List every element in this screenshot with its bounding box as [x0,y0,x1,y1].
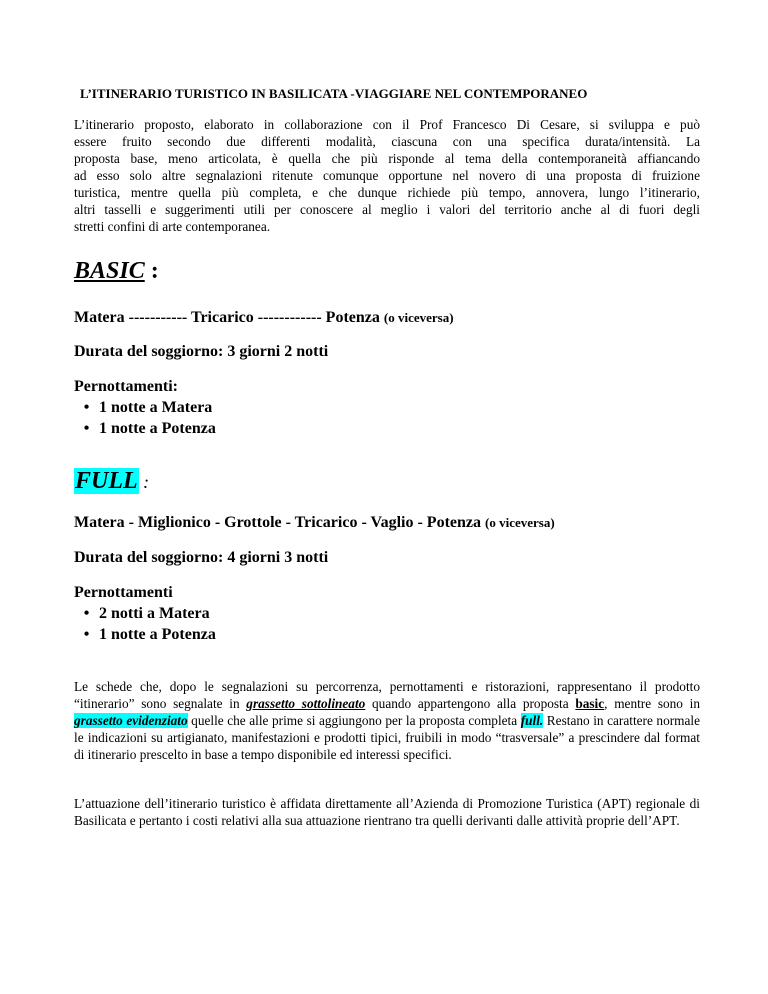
full-heading [74,468,149,495]
full-overnight-label: Pernottamenti [74,584,173,601]
full-heading-colon: : [138,472,150,492]
full-route-note: (o viceversa) [485,515,555,530]
bullet-icon: • [83,605,90,622]
closing-paragraph: L’attuazione dell’itinerario turistico è affidata direttamente all’Azienda di Promozione Turistica (APT) regionale di Basilicata e pertanto i costi relativi alla sua attuazione rientrano tra quelli derivanti dalle attività proprie dell’APT. [74,796,700,828]
full-keyword: full. [520,713,544,728]
intro-line: proposta base, meno articolata, è quella che più risponde al tema della contemporaneità affiancando [74,151,700,166]
full-route-text: Matera - Miglionico - Grottole - Tricarico - Vaglio - Potenza [74,514,481,531]
basic-overnight-list [74,397,216,439]
list-item: • 1 notte a Matera [74,397,216,418]
intro-line: stretti confini di arte contemporanea. [74,219,271,234]
bullet-icon: • [83,626,90,643]
intro-line: ad esso solo altre segnalazioni ritenute comunque opportune nel novero di una proposta di fruizione [74,168,700,183]
list-item: • 1 notte a Potenza [74,418,216,439]
intro-line: altri tasselli e suggerimenti utili per conoscere al meglio i valori del territorio anche al di fuori degli [74,202,700,217]
basic-heading [74,258,159,285]
full-duration: Durata del soggiorno: 4 giorni 3 notti [74,549,329,566]
bullet-icon: • [83,399,90,416]
basic-keyword: basic [575,696,605,711]
basic-route-note: (o viceversa) [383,310,454,325]
intro-line: L’itinerario proposto, elaborato in collaborazione con il Prof Francesco Di Cesare, si sviluppa e può [74,117,700,132]
full-overnight-list [74,603,216,645]
legend-paragraph: Le schede che, dopo le segnalazioni su percorrenza, pernottamenti e ristorazioni, rappresentano il prodotto “itinerario” sono segnalate in grassetto sottolineato quando appartengono alla proposta basic, mentre sono in grassetto evidenziato quelle che alle prime si aggiungono per la proposta completa full. Restano in carattere normale le indicazioni su artigianato, manifestazioni e prodotti tipici, fruibili in modo “trasversale” a prescindere dal format di itinerario prescelto in base a tempo disponibile ed interessi specifici. [74,679,700,762]
list-item: • 1 notte a Potenza [74,624,216,645]
underlined-bold-sample: grassetto sottolineato [246,696,366,711]
list-item: • 2 notti a Matera [74,603,216,624]
full-route [74,514,555,532]
intro-line: essere fruito secondo due differenti modalità, ciascuna con una specifica durata/intensità. La [74,134,700,149]
basic-heading-text: BASIC [74,258,145,284]
basic-overnight-label: Pernottamenti: [74,378,178,395]
basic-duration: Durata del soggiorno: 3 giorni 2 notti [74,343,329,360]
basic-route-text: Matera ----------- Tricarico ------------ Potenza [74,309,380,326]
full-heading-text: FULL [75,468,138,494]
basic-heading-colon: : [144,258,159,284]
intro-line: turistica, mentre quella più completa, e che dunque richiede più tempo, annovera, lungo l’itinerario, [74,185,700,200]
intro-paragraph [74,116,700,235]
bullet-icon: • [83,420,90,437]
basic-route [74,309,454,327]
document-title: L’ITINERARIO TURISTICO IN BASILICATA -VIAGGIARE NEL CONTEMPORANEO [80,86,588,101]
highlighted-bold-sample: grassetto evidenziato [74,713,188,728]
